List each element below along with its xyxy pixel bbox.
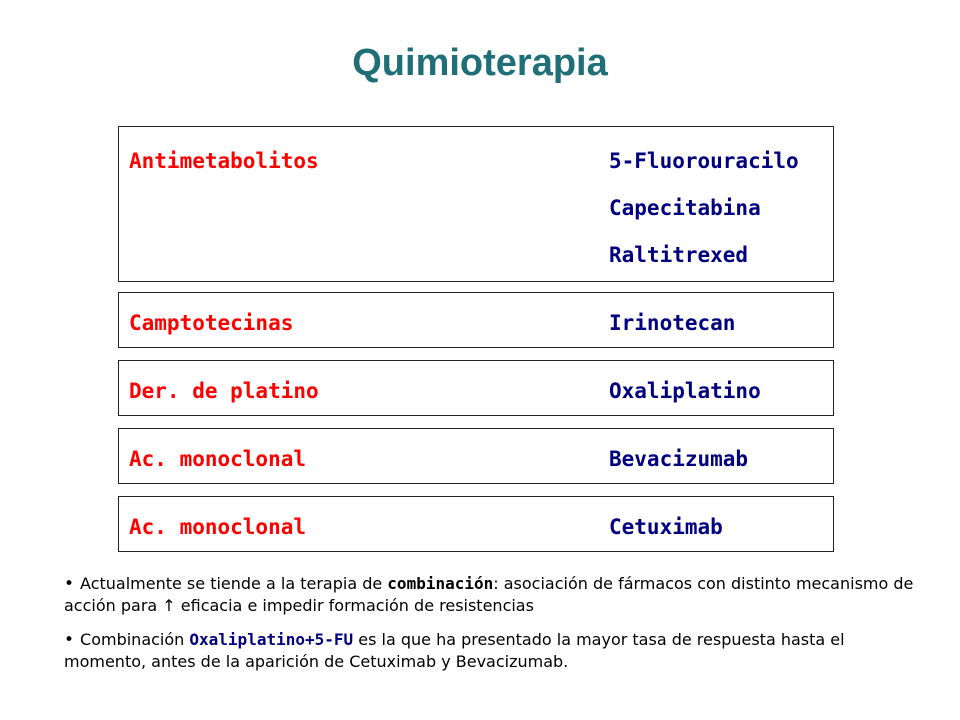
drug-class-label: Ac. monoclonal xyxy=(129,515,307,539)
drug-class-box-monoclonal-2 xyxy=(118,496,834,552)
drug-name: Irinotecan xyxy=(609,311,736,335)
drug-class-box-monoclonal-1 xyxy=(118,428,834,484)
drug-name: Capecitabina xyxy=(609,196,761,220)
drug-name: Raltitrexed xyxy=(609,243,749,267)
drug-class-box-camptotecinas xyxy=(118,292,834,348)
note-text: Combinación xyxy=(80,630,190,649)
bullet-icon: • xyxy=(64,630,75,650)
drug-class-label: Der. de platino xyxy=(129,379,319,403)
note-item xyxy=(64,629,914,673)
drug-name: Cetuximab xyxy=(609,515,723,539)
drug-name: Bevacizumab xyxy=(609,447,749,471)
bullet-icon: • xyxy=(64,574,75,594)
drug-class-box-platino xyxy=(118,360,834,416)
drug-name: Oxaliplatino xyxy=(609,379,761,403)
note-text: Actualmente se tiende a la terapia de xyxy=(80,574,388,593)
drug-name: 5-Fluorouracilo xyxy=(609,149,799,173)
note-text: es la que ha presentado la mayor tasa de respuesta hasta el momento, antes de la aparición de Cetuximab y Bevacizumab. xyxy=(64,630,845,671)
note-keyword: combinación xyxy=(387,574,494,593)
notes-list xyxy=(64,573,914,685)
drug-class-box-antimetabolitos xyxy=(118,126,834,282)
drug-class-label: Ac. monoclonal xyxy=(129,447,307,471)
note-text: : asociación de fármacos con distinto mecanismo de acción para ↑ eficacia e impedir formación de resistencias xyxy=(64,574,914,615)
page-title: Quimioterapia xyxy=(352,42,608,84)
note-keyword: Oxaliplatino+5-FU xyxy=(189,630,354,649)
note-item xyxy=(64,573,914,617)
drug-class-label: Antimetabolitos xyxy=(129,149,319,173)
drug-class-label: Camptotecinas xyxy=(129,311,294,335)
